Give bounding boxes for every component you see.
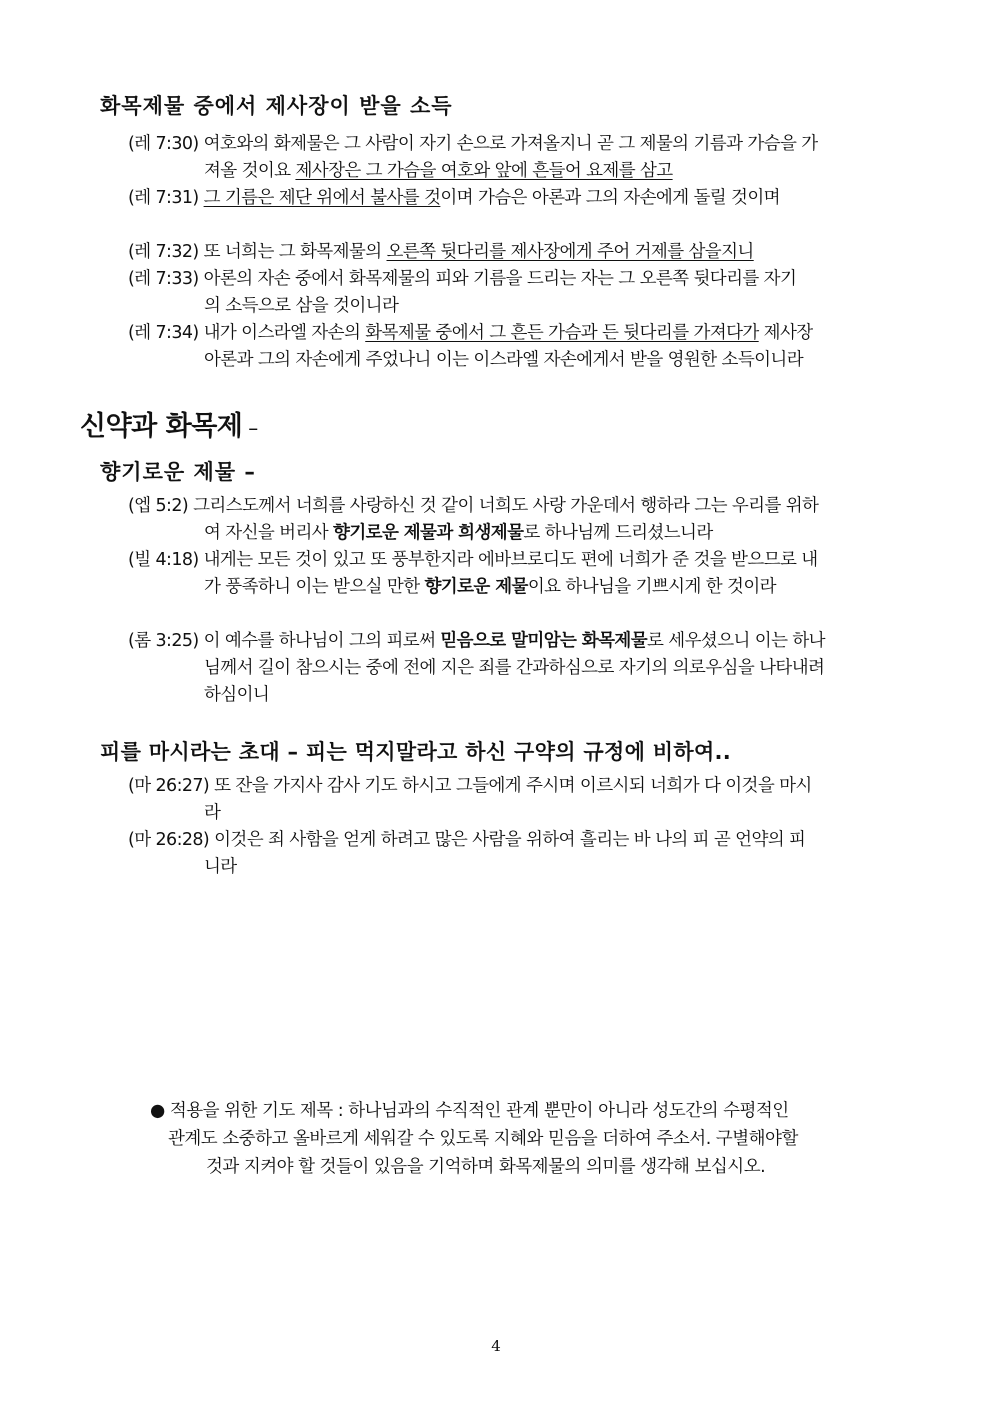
verse-line xyxy=(128,266,860,293)
verse-line xyxy=(128,520,860,547)
verse-text-bold: 향기로운 제물 xyxy=(424,577,528,597)
verse-line xyxy=(128,293,860,320)
verse-line xyxy=(128,131,860,158)
verse-text-underlined: 오른쪽 뒷다리를 제사장에게 주어 거제를 삼을지니 xyxy=(386,242,754,262)
verse-reference: (마 26:28) xyxy=(128,830,210,850)
prayer-line xyxy=(150,1125,850,1153)
verse-reference: (레 7:32) xyxy=(128,242,199,262)
verse-text: 아론과 그의 자손에게 주었나니 이는 이스라엘 자손에게서 받을 영원한 소득이니라 xyxy=(204,350,804,370)
page-number: 4 xyxy=(491,1337,501,1355)
verse-group-matthew xyxy=(128,773,860,881)
verse-text: 또 잔을 가지사 감사 기도 하시고 그들에게 주시며 이르시되 너희가 다 이것을 마시 xyxy=(214,776,812,796)
verse-text: 이며 가슴은 아론과 그의 자손에게 돌릴 것이며 xyxy=(440,188,780,208)
verse-gap xyxy=(128,212,860,239)
section-heading-new-testament xyxy=(80,404,258,443)
verse-line xyxy=(128,347,860,374)
verse-text: 님께서 길이 참으시는 중에 전에 지은 죄를 간과하심으로 자기의 의로우심을 나타내려 xyxy=(204,658,825,678)
verse-text: 아론의 자손 중에서 화목제물의 피와 기름을 드리는 자는 그 오른쪽 뒷다리를 자기 xyxy=(203,269,797,289)
prayer-line xyxy=(150,1153,850,1181)
heading-main-text: 신약과 화목제 xyxy=(80,411,243,442)
verse-reference: (롬 3:25) xyxy=(128,631,199,651)
prayer-topic-box xyxy=(150,1097,850,1181)
verse-reference: (엡 5:2) xyxy=(128,496,189,516)
verse-line xyxy=(128,547,860,574)
verse-group-fragrant xyxy=(128,493,860,709)
verse-line xyxy=(128,682,860,709)
verse-line xyxy=(128,320,860,347)
verse-text: 그리스도께서 너희를 사랑하신 것 같이 너희도 사랑 가운데서 행하라 그는 우리를 위하 xyxy=(193,496,819,516)
verse-line xyxy=(128,185,860,212)
verse-text-underlined: 제사장은 그 가슴을 여호와 앞에 흔들어 요제를 삼고 xyxy=(295,161,673,181)
verse-reference: (마 26:27) xyxy=(128,776,210,796)
prayer-text-3: 것과 지켜야 할 것들이 있음을 기억하며 화목제물의 의미를 생각해 보십시오. xyxy=(206,1157,766,1177)
verse-line xyxy=(128,158,860,185)
verse-text: 또 너희는 그 화목제물의 xyxy=(203,242,387,262)
verse-text: 여 자신을 버리사 xyxy=(204,523,334,543)
subheading-fragrant-offering: 향기로운 제물 – xyxy=(100,460,256,484)
verse-line xyxy=(128,493,860,520)
verse-text: 라 xyxy=(204,803,221,823)
verse-line xyxy=(128,854,860,881)
verse-text: 로 세우셨으니 이는 하나 xyxy=(647,631,825,651)
verse-text: 니라 xyxy=(204,857,237,877)
verse-text: 이 예수를 하나님이 그의 피로써 xyxy=(203,631,441,651)
verse-line xyxy=(128,655,860,682)
verse-line xyxy=(128,239,860,266)
verse-text-bold: 향기로운 제물과 희생제물 xyxy=(333,523,524,543)
verse-text-bold: 믿음으로 말미암는 화목제물 xyxy=(440,631,648,651)
verse-line xyxy=(128,574,860,601)
verse-text: 가 풍족하니 이는 받으실 만한 xyxy=(204,577,425,597)
bullet-icon: ● xyxy=(150,1101,165,1121)
verse-reference: (레 7:31) xyxy=(128,188,199,208)
verse-text: 하심이니 xyxy=(204,685,270,705)
verse-text: 로 하나님께 드리셨느니라 xyxy=(523,523,713,543)
verse-text: 내게는 모든 것이 있고 또 풍부한지라 에바브로디도 편에 너희가 준 것을 받으므로 내 xyxy=(203,550,818,570)
verse-text-underlined: 그 기름은 제단 위에서 불사를 것 xyxy=(203,188,441,208)
verse-text: 이것은 죄 사함을 얻게 하려고 많은 사람을 위하여 흘리는 바 나의 피 곧 언약의 피 xyxy=(214,830,806,850)
verse-reference: (레 7:34) xyxy=(128,323,199,343)
heading-main-dash: – xyxy=(242,416,258,440)
prayer-text-1: 적용을 위한 기도 제목 : 하나님과의 수직적인 관계 뿐만이 아니라 성도간의 수평적인 xyxy=(169,1101,789,1121)
verse-line xyxy=(128,773,860,800)
verse-reference: (레 7:33) xyxy=(128,269,199,289)
verse-text: 여호와의 화제물은 그 사람이 자기 손으로 가져올지니 곧 그 제물의 기름과 가슴을 가 xyxy=(203,134,818,154)
subheading-blood-invitation: 피를 마시라는 초대 – 피는 먹지말라고 하신 구약의 규정에 비하여.. xyxy=(100,740,732,764)
verse-text: 져올 것이요 xyxy=(204,161,296,181)
verse-line xyxy=(128,628,860,655)
verse-line xyxy=(128,827,860,854)
verse-text: 내가 이스라엘 자손의 xyxy=(203,323,366,343)
section-heading-priest-portion: 화목제물 중에서 제사장이 받을 소득 xyxy=(100,94,453,118)
verse-line xyxy=(128,800,860,827)
verse-text: 의 소득으로 삼을 것이니라 xyxy=(204,296,399,316)
prayer-line xyxy=(150,1097,850,1125)
verse-group-leviticus xyxy=(128,131,860,374)
verse-gap xyxy=(128,601,860,628)
verse-reference: (레 7:30) xyxy=(128,134,199,154)
prayer-text-2: 관계도 소중하고 올바르게 세워갈 수 있도록 지혜와 믿음을 더하여 주소서. 구별해야할 xyxy=(168,1129,798,1149)
verse-text-underlined: 화목제물 중에서 그 흔든 가슴과 든 뒷다리를 가져다가 xyxy=(365,323,759,343)
verse-reference: (빌 4:18) xyxy=(128,550,199,570)
verse-text: 제사장 xyxy=(758,323,813,343)
verse-text: 이요 하나님을 기쁘시게 한 것이라 xyxy=(527,577,776,597)
